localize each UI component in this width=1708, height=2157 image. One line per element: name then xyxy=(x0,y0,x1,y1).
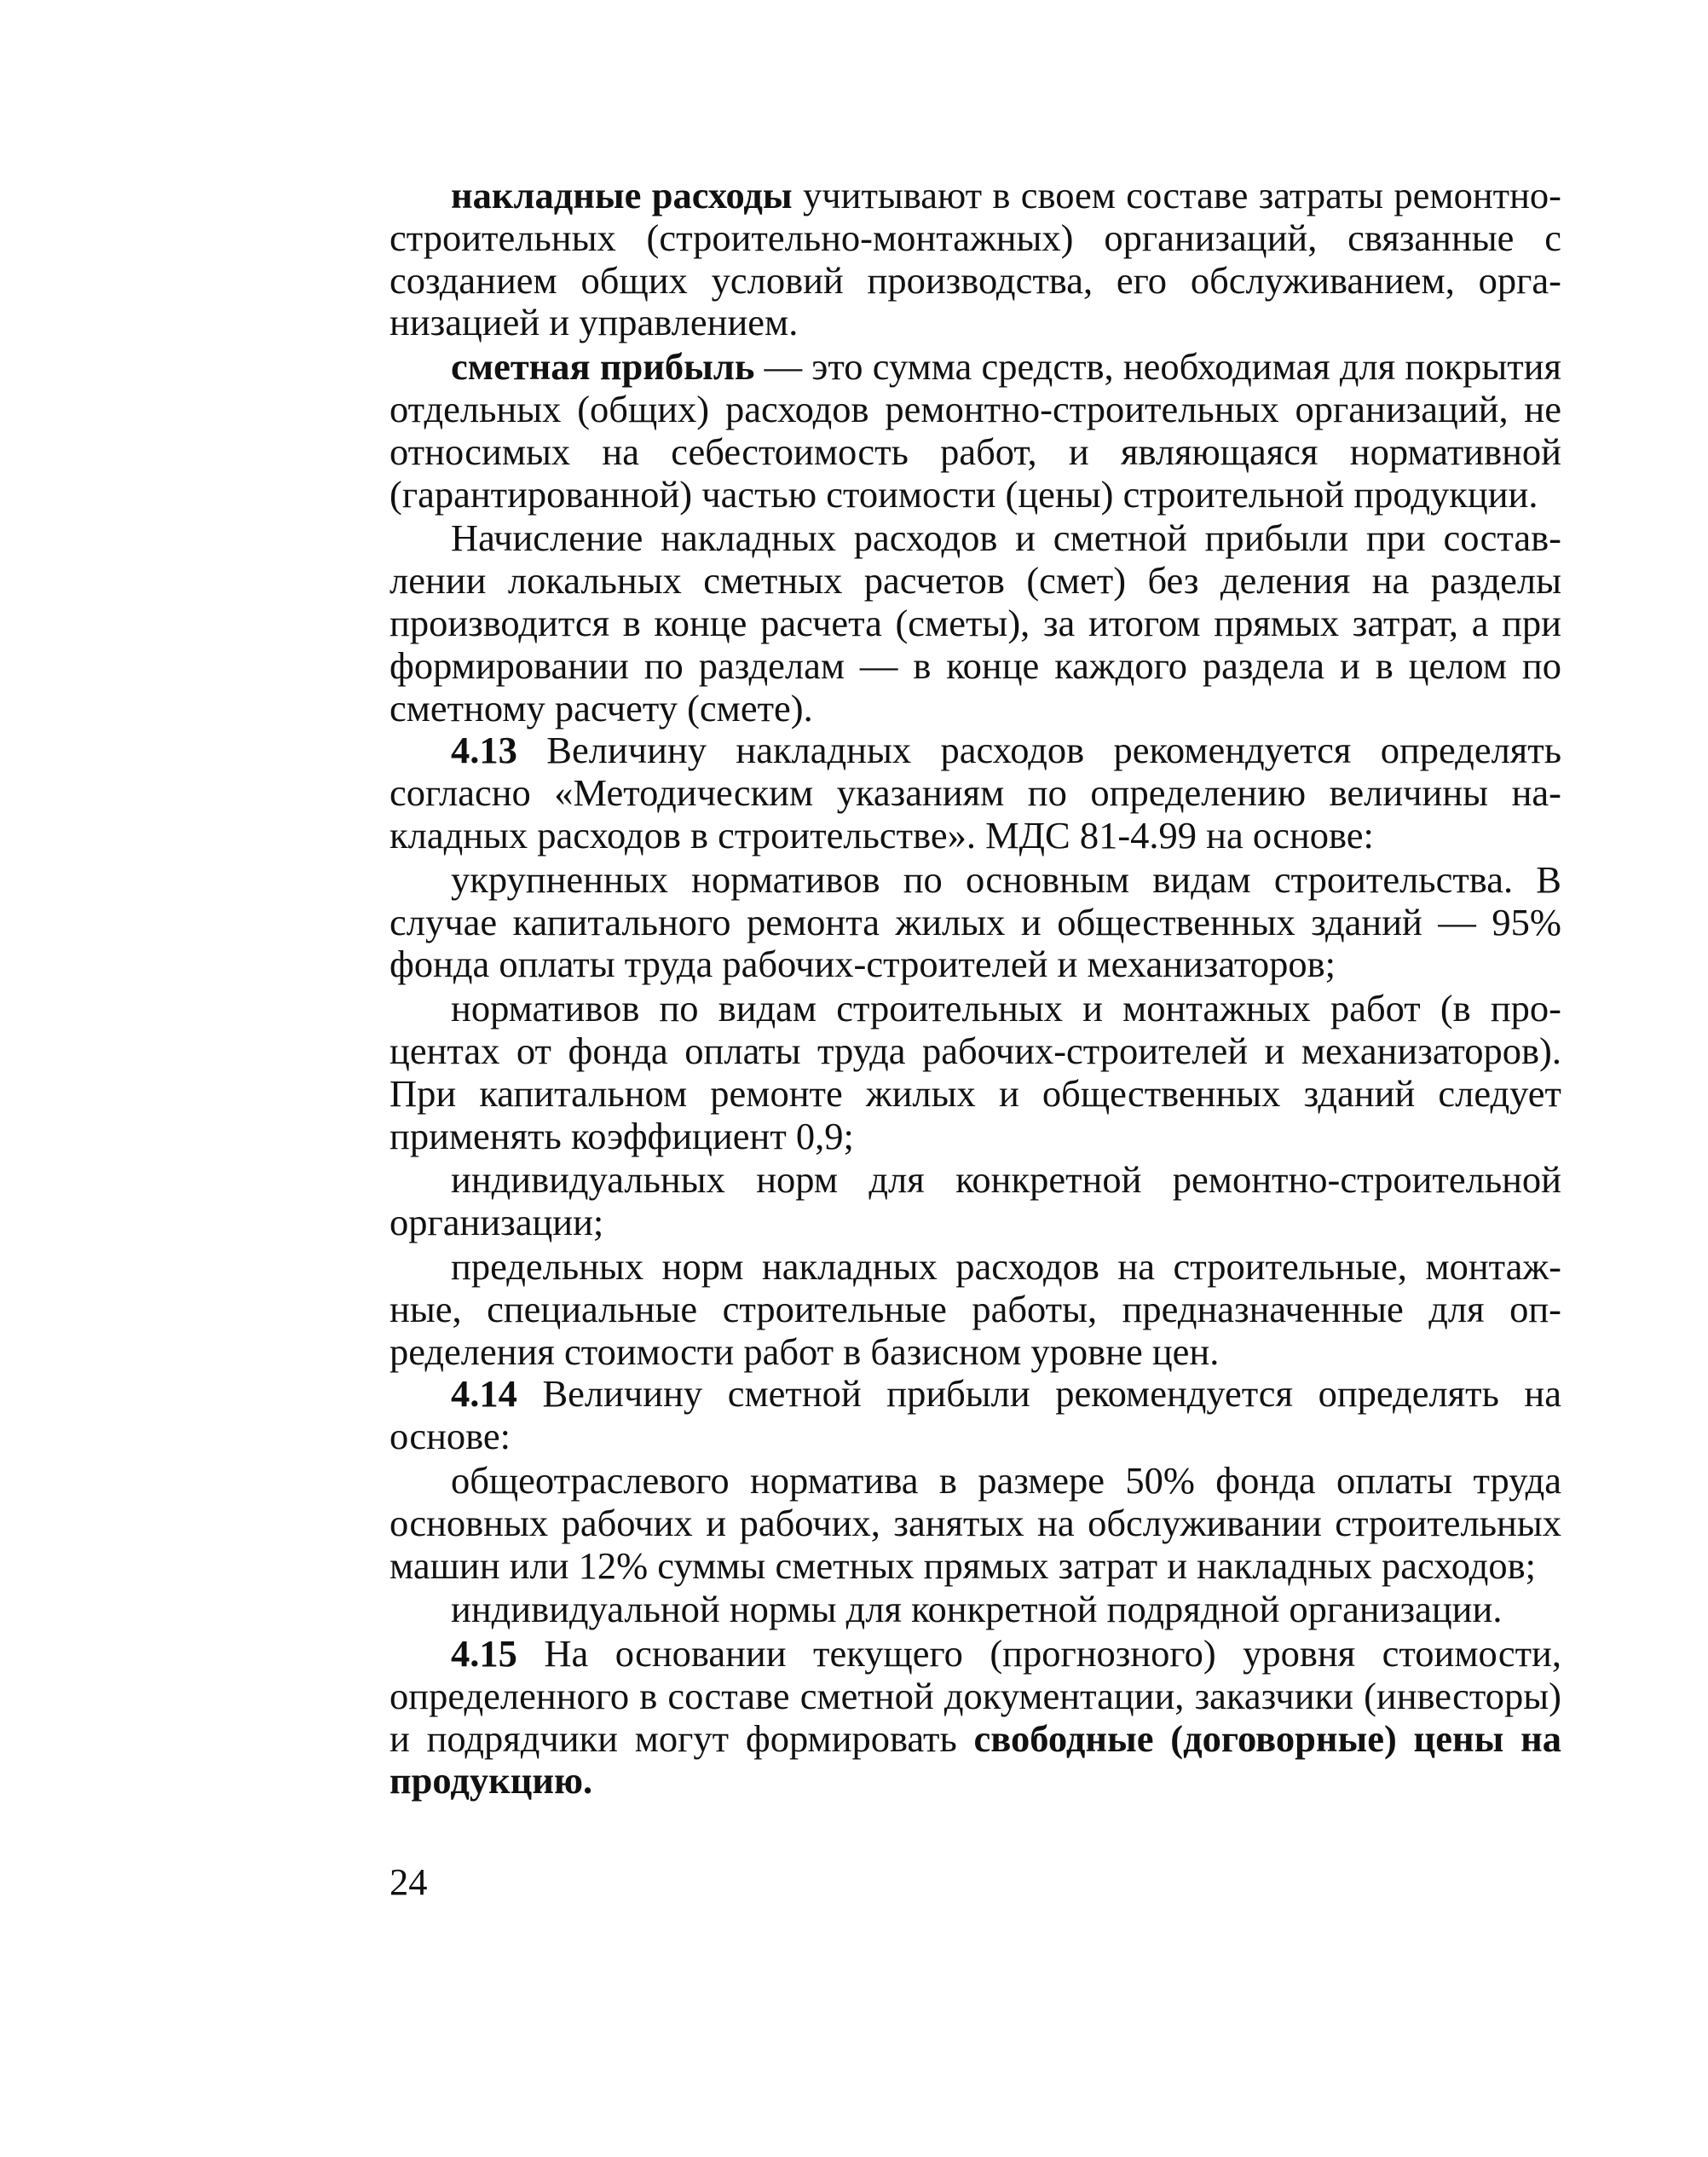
paragraph-accrual xyxy=(389,517,1561,730)
document-page xyxy=(389,175,1561,1802)
list-item xyxy=(389,1159,1561,1244)
paragraph-text: учитывают в своем составе затраты ремонтно-строительных (строительно-монтажных) организаций, связанные с созданием общих условий производства, его обслуживанием, организацией и управлением. xyxy=(389,174,1561,344)
paragraph-section-4-15 xyxy=(389,1633,1561,1802)
list-item xyxy=(389,1589,1561,1631)
paragraph-text: — это сумма средств, необходимая для покрытия отдельных (общих) расходов ремонтно-строительных организаций, не относимых на себестоимость работ, и являющаяся нормативной (гарантированной) частью стоимости (цены) строительной продукции. xyxy=(389,345,1561,516)
paragraph-text: Величину накладных расходов рекомендуется определять согласно «Методическим указаниям по определению величины накладных расходов в строительстве». МДС 81-4.99 на основе: xyxy=(389,729,1561,856)
page-number: 24 xyxy=(389,1860,428,1903)
paragraph-section-4-14 xyxy=(389,1373,1561,1458)
list-item xyxy=(389,859,1561,986)
term-free-prices: свободные (договорные) цены на продукцию. xyxy=(389,1716,1561,1802)
paragraph-estimated-profit xyxy=(389,346,1561,516)
paragraph-text: общеотраслевого норматива в размере 50% фонда оплаты труда основных рабочих и рабочих, занятых на обслуживании строительных машин или 12% суммы сметных прямых затрат и накладных расходов; xyxy=(389,1458,1561,1587)
paragraph-text: предельных норм накладных расходов на строительные, монтажные, специальные строительные работы, предназначенные для определения стоимости работ в базисном уровне цен. xyxy=(389,1244,1561,1373)
paragraph-text: На основании текущего (прогнозного) уровня стоимости, определенного в составе сметной документации, заказчики (инвесторы) и подрядчики могут формировать xyxy=(389,1632,1561,1760)
list-item xyxy=(389,1460,1561,1587)
section-number: 4.14 xyxy=(451,1372,517,1416)
list-item xyxy=(389,1246,1561,1373)
paragraph-text: Начисление накладных расходов и сметной прибыли при составлении локальных сметных расчетов (смет) без деления на разделы производится в конце расчета (сметы), за итогом прямых затрат, а при формировании по разделам — в конце каждого раздела и в целом по сметному расчету (смете). xyxy=(389,516,1561,730)
paragraph-text: индивидуальной нормы для конкретной подрядной организации. xyxy=(451,1588,1503,1631)
term-overhead-costs: накладные расходы xyxy=(451,174,793,216)
paragraph-text: укрупненных нормативов по основным видам строительства. В случае капитального ремонта жилых и общественных зданий — 95% фонда оплаты труда рабочих-строителей и механизаторов; xyxy=(389,857,1561,986)
paragraph-overhead-costs xyxy=(389,175,1561,344)
term-estimated-profit: сметная прибыль xyxy=(451,345,755,389)
list-item xyxy=(389,988,1561,1157)
paragraph-text: Величину сметной прибыли рекомендуется определять на основе: xyxy=(389,1372,1561,1458)
section-number: 4.15 xyxy=(451,1632,517,1675)
paragraph-section-4-13 xyxy=(389,730,1561,856)
section-number: 4.13 xyxy=(451,729,517,772)
paragraph-text: индивидуальных норм для конкретной ремонтно-строительной организации; xyxy=(389,1158,1561,1244)
paragraph-text: нормативов по видам строительных и монтажных работ (в процентах от фонда оплаты труда рабочих-строителей и механизаторов). При капитальном ремонте жилых и общественных зданий следует применять коэффициент 0,9; xyxy=(389,987,1561,1157)
